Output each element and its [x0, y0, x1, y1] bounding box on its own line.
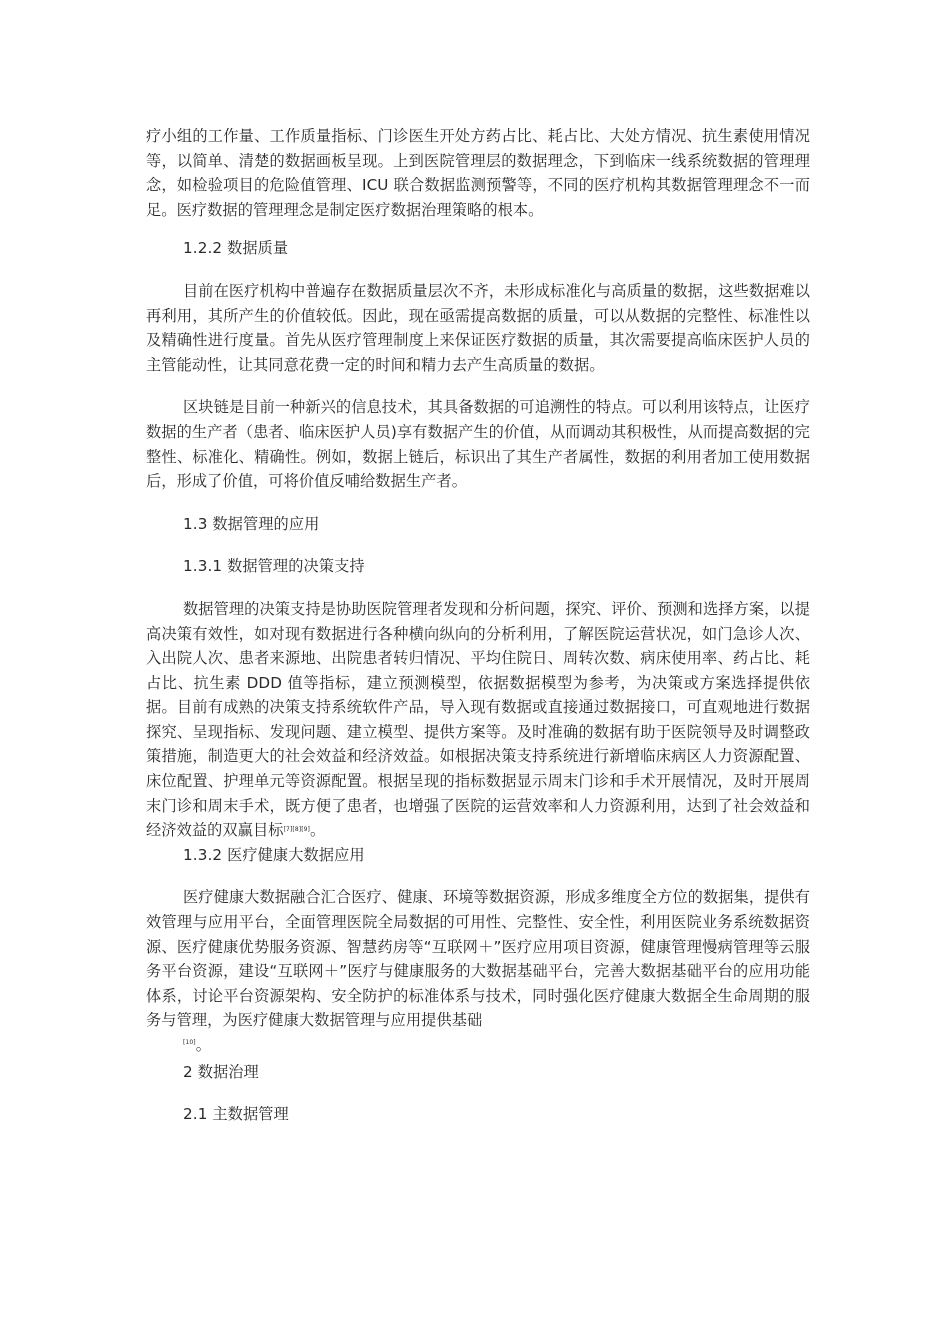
- paragraph-end-mark: 。: [195, 1036, 212, 1054]
- paragraph-continuation: 疗小组的工作量、工作质量指标、门诊医生开处方药占比、耗占比、大处方情况、抗生素使用情况等，以简单、清楚的数据画板呈现。上到医院管理层的数据理念，下到临床一线系统数据的管理理念，如检验项目的危险值管理、ICU 联合数据监测预警等，不同的医疗机构其数据管理理念不一而足。医疗数据的管理理念是制定医疗数据治理策略的根本。: [146, 127, 810, 219]
- document-page: [146, 124, 810, 1127]
- paragraph-blockchain: 区块链是目前一种新兴的信息技术，其具备数据的可追溯性的特点。可以利用该特点，让医疗数据的生产者（患者、临床医护人员)享有数据产生的价值，从而调动其积极性，从而提高数据的完整性、标准化、精确性。例如，数据上链后，标识出了其生产者属性，数据的利用者加工使用数据后，形成了价值，可将价值反哺给数据生产者。: [146, 398, 810, 491]
- citation-reference: [10]: [183, 1039, 196, 1046]
- paragraph-text: 数据管理的决策支持是协助医院管理者发现和分析问题，探究、评价、预测和选择方案，以提高决策有效性，如对现有数据进行各种横向纵向的分析利用，了解医院运营状况，如门急诊人次、入出院人次、患者来源地、出院患者转归情况、平均住院日、周转次数、病床使用率、药占比、耗占比、抗生素 DDD 值等指标，建立预测模型，依据数据模型为参考，为决策或方案选择提供依据。目前有成熟的决策支持系统软件产品，导入现有数据或直接通过数据接口，可直观地进行数据探究、呈现指标、发现问题、建立模型、提供方案等。及时准确的数据有助于医院领导及时调整政策措施，制造更大的社会效益和经济效益。如根据决策支持系统进行新增临床病区人力资源配置、床位配置、护理单元等资源配置。根据呈现的指标数据显示周末门诊和手术开展情况，及时开展周末门诊和周末手术，既方便了患者，也增强了医院的运营效率和人力资源利用，达到了社会效益和经济效益的双赢目标: [146, 599, 810, 840]
- paragraph-decision-support: [146, 597, 810, 843]
- section-heading-1-3: 1.3 数据管理的应用: [183, 514, 320, 533]
- paragraph-end-mark: 。: [310, 821, 326, 840]
- paragraph-big-data: 医疗健康大数据融合汇合医疗、健康、环境等数据资源，形成多维度全方位的数据集，提供有效管理与应用平台，全面管理医院全局数据的可用性、完整性、安全性，利用医院业务系统数据资源、医疗健康优势服务资源、智慧药房等“互联网＋”医疗应用项目资源，健康管理慢病管理等云服务平台资源，建设“互联网＋”医疗与健康服务的大数据基础平台，完善大数据基础平台的应用功能体系，讨论平台资源架构、安全防护的标准体系与技术，同时强化医疗健康大数据全生命周期的服务与管理，为医疗健康大数据管理与应用提供基础: [146, 888, 810, 1030]
- section-heading-1-3-1: 1.3.1 数据管理的决策支持: [183, 557, 365, 576]
- section-heading-2: 2 数据治理: [183, 1062, 259, 1081]
- section-heading-2-1: 2.1 主数据管理: [183, 1105, 289, 1124]
- section-heading-1-3-2: 1.3.2 医疗健康大数据应用: [183, 845, 365, 864]
- paragraph-data-quality: 目前在医疗机构中普遍存在数据质量层次不齐，未形成标准化与高质量的数据，这些数据难以再利用，其所产生的价值较低。因此，现在亟需提高数据的质量，可以从数据的完整性、标准性以及精确性进行度量。首先从医疗管理制度上来保证医疗数据的质量，其次需要提高临床医护人员的主管能动性，让其同意花费一定的时间和精力去产生高质量的数据。: [146, 281, 810, 374]
- citation-reference: [7][8][9]: [283, 826, 310, 834]
- citation-line: [146, 1033, 810, 1058]
- section-heading-1-2-2: 1.2.2 数据质量: [183, 239, 289, 258]
